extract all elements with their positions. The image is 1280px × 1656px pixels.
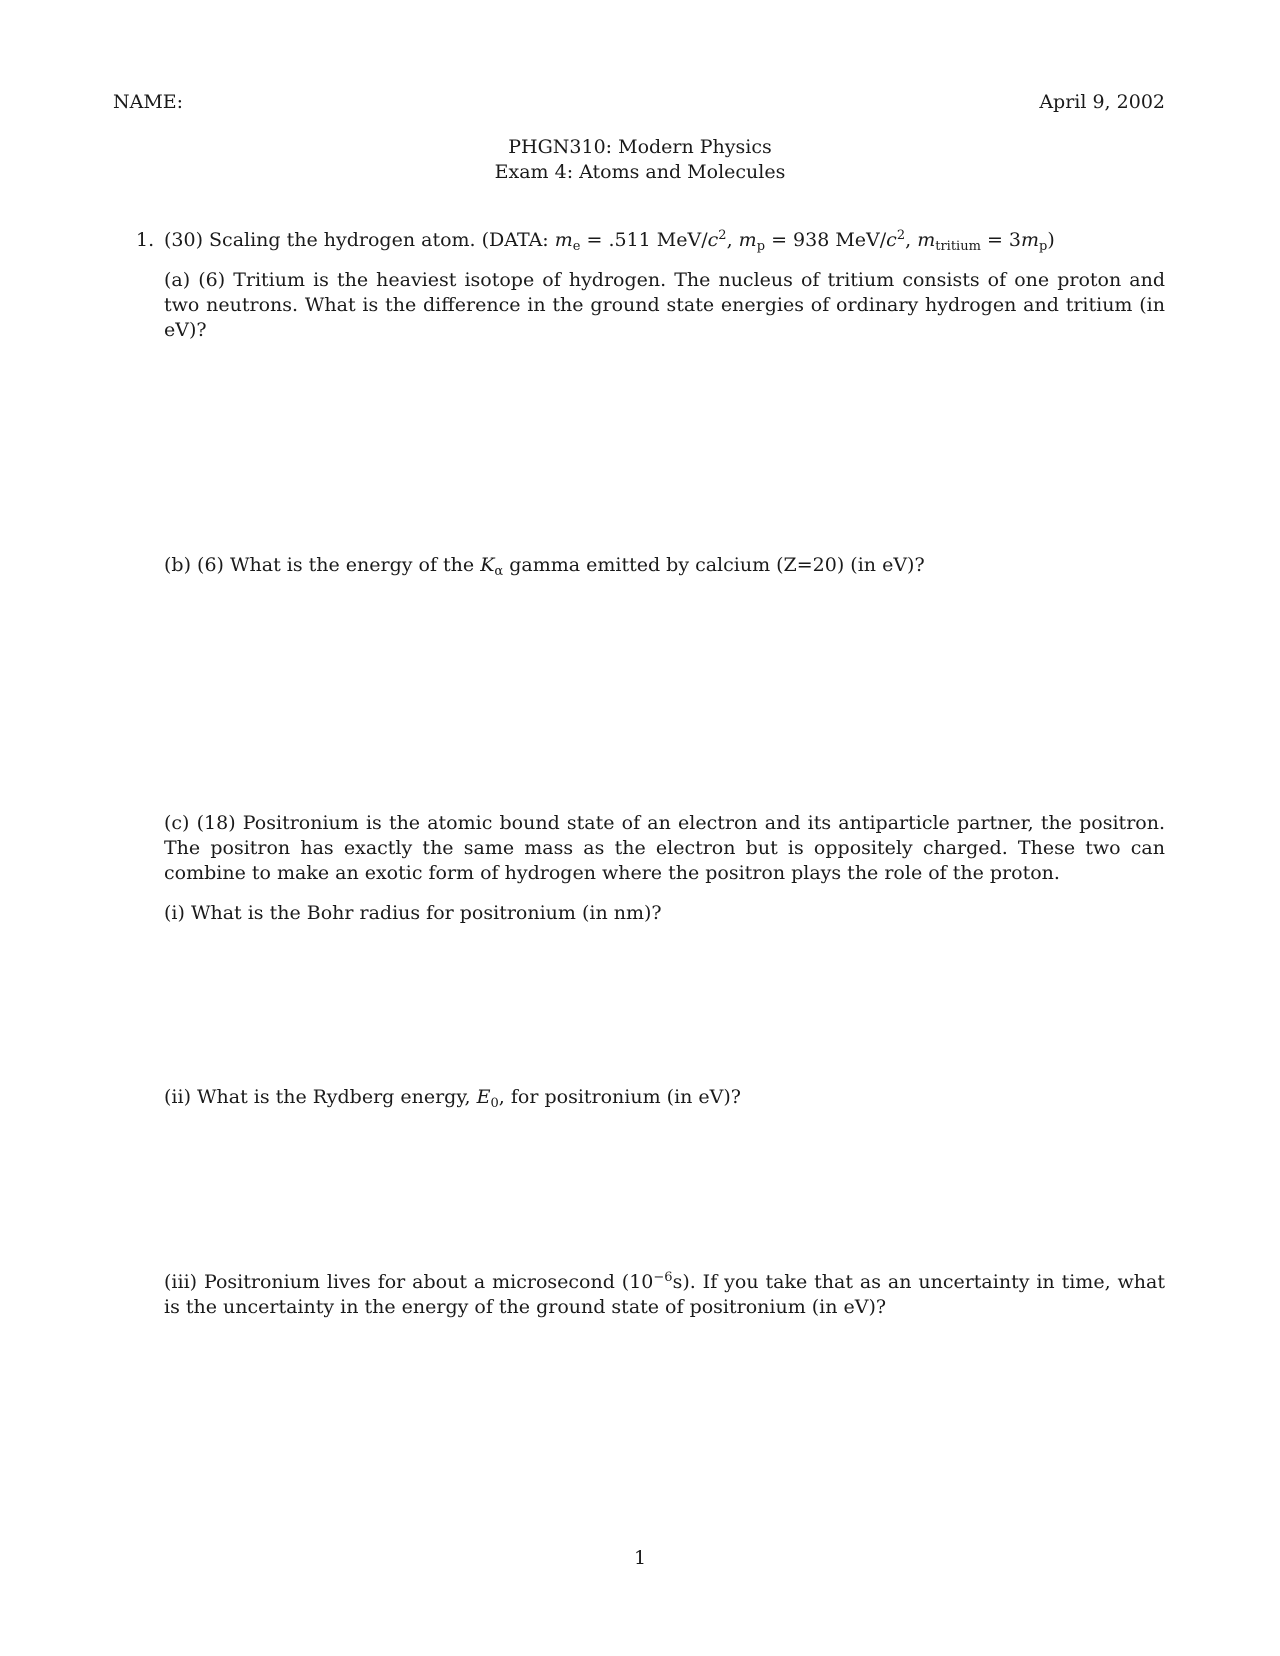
c-square-1: 2 [718, 228, 727, 243]
part-c-ii-pre: (ii) What is the Rydberg energy, [164, 1086, 477, 1108]
part-c-iii-exponent: −6 [653, 1270, 673, 1285]
data-separator-2: , [905, 229, 918, 251]
part-b-question [164, 553, 925, 578]
part-c-iii-post: s). If you take that as an uncertainty in time, what is the uncertainty in the energy of the ground state of positronium (in eV)? [164, 1271, 1165, 1318]
mp-symbol: m [738, 229, 757, 251]
exam-title: Exam 4: Atoms and Molecules [494, 161, 786, 183]
part-c-iii-question [164, 1270, 1165, 1320]
mt-tail-subscript: p [1039, 239, 1048, 254]
c-symbol-1: c [707, 229, 719, 251]
me-symbol: m [554, 229, 573, 251]
mp-subscript: p [756, 239, 766, 254]
mt-tail-symbol: m [1021, 229, 1040, 251]
part-c-intro: (c) (18) Positronium is the atomic bound state of an electron and its antiparticle partner, the positron. The positron has exactly the same mass as the electron but is oppositely charged. These two can combine to make an exotic form of hydrogen where the positron plays the role of the proton. [164, 812, 1165, 884]
part-a-question: (a) (6) Tritium is the heaviest isotope of hydrogen. The nucleus of tritium consists of one proton and two neutrons. What is the difference in the ground state energies of ordinary hydrogen and tritium (in eV)? [164, 269, 1165, 341]
course-title: PHGN310: Modern Physics [508, 136, 772, 158]
me-value: = .511 MeV/ [580, 229, 708, 251]
me-subscript: e [572, 239, 581, 254]
mt-value: = 3 [980, 229, 1021, 251]
part-c-iii-pre: (iii) Positronium lives for about a microsecond (10 [164, 1271, 654, 1293]
mp-value: = 938 MeV/ [765, 229, 887, 251]
part-b-pre: (b) (6) What is the energy of the [164, 554, 481, 576]
data-separator-1: , [726, 229, 739, 251]
c-square-2: 2 [896, 228, 906, 243]
problem-intro: (30) Scaling the hydrogen atom. (DATA: [164, 229, 555, 251]
k-symbol: K [480, 554, 495, 576]
part-c-ii-question [164, 1085, 741, 1110]
e0-symbol: E [476, 1086, 491, 1108]
part-c-i-question: (i) What is the Bohr radius for positronium (in nm)? [164, 902, 662, 924]
part-c-ii-post: , for positronium (in eV)? [498, 1086, 741, 1108]
page-number: 1 [633, 1547, 647, 1569]
c-symbol-2: c [886, 229, 897, 251]
problem-intro-line [164, 228, 1055, 253]
data-close: ) [1047, 229, 1055, 251]
mt-subscript: tritium [935, 239, 981, 254]
e0-subscript: 0 [490, 1096, 499, 1111]
part-b-post: gamma emitted by calcium (Z=20) (in eV)? [503, 554, 925, 576]
k-subscript: α [494, 564, 504, 579]
mt-symbol: m [917, 229, 936, 251]
problem-number: 1. [136, 229, 155, 251]
exam-date: April 9, 2002 [1039, 91, 1165, 113]
name-label: NAME: [113, 91, 184, 113]
